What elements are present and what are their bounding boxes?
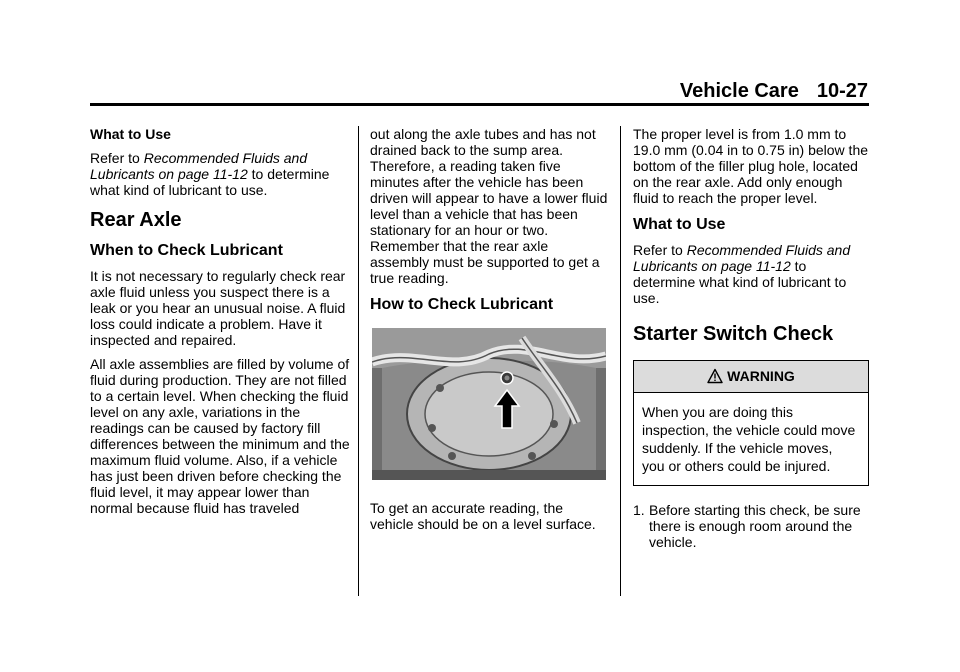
page-number: 10-27 (816, 80, 868, 102)
cross-reference-link[interactable]: Recommended Fluids and Lubricants on page 11-12 (90, 150, 308, 182)
column-1 (90, 126, 352, 524)
column-divider (620, 126, 621, 596)
section-title: Vehicle Care (679, 80, 799, 102)
paragraph: All axle assemblies are filled by volume of fluid during production. They are not filled to a certain level. When checking the fluid level on any axle, variations in the readings can be caused by factory fill differences between the minimum and the maximum fluid volume. Also, if a vehicle has just been driven before checking the fluid level, it may appear lower than normal because fluid has traveled (90, 356, 350, 516)
column-2 (370, 126, 610, 540)
cross-reference-link[interactable]: Recommended Fluids and Lubricants on page 11-12 (633, 242, 851, 274)
warning-triangle-icon (707, 368, 723, 384)
warning-box (633, 360, 869, 486)
paragraph: out along the axle tubes and has not drained back to the sump area. Therefore, a reading taken five minutes after the vehicle has been driven will appear to have a lower fluid level than a vehicle that has been stationary for an hour or two. Remember that the rear axle assembly must be supported to get a true reading. (370, 126, 608, 286)
refer-prefix: Refer to (90, 150, 144, 166)
page-header (660, 80, 868, 102)
warning-label: WARNING (727, 368, 795, 384)
paragraph: To get an accurate reading, the vehicle should be on a level surface. (370, 500, 596, 532)
how-to-check-heading: How to Check Lubricant (370, 296, 554, 313)
paragraph: The proper level is from 1.0 mm to 19.0 mm (0.04 in to 0.75 in) below the bottom of the filler plug hole, located on the rear axle. Add only enough fluid to reach the proper level. (633, 126, 869, 206)
refer-prefix: Refer to (633, 242, 687, 258)
refer-paragraph (90, 150, 352, 198)
refer-paragraph (633, 242, 869, 306)
warning-text: When you are doing this inspection, the vehicle could move suddenly. If the vehicle moves, you or others could be injured. (642, 404, 856, 474)
step-1 (633, 502, 869, 550)
column-3 (633, 126, 869, 550)
what-to-use-heading: What to Use (633, 216, 726, 233)
rear-axle-heading: Rear Axle (90, 209, 182, 231)
paragraph: It is not necessary to regularly check rear axle fluid unless you suspect there is a leak or you hear an unusual noise. A fluid loss could indicate a problem. Have it inspected and repaired. (90, 268, 346, 348)
column-divider (358, 126, 359, 596)
starter-switch-heading: Starter Switch Check (633, 323, 834, 345)
what-to-use-heading: What to Use (90, 126, 171, 142)
header-rule (90, 103, 869, 106)
step-number: 1. (633, 502, 645, 518)
warning-header (634, 361, 868, 393)
refer-suffix: to determine what kind of lubricant to use. (90, 166, 330, 198)
when-to-check-heading: When to Check Lubricant (90, 242, 283, 259)
step-text: Before starting this check, be sure there is enough room around the vehicle. (649, 502, 861, 550)
refer-suffix: to determine what kind of lubricant to use. (633, 258, 847, 306)
rear-axle-photo (372, 328, 606, 480)
